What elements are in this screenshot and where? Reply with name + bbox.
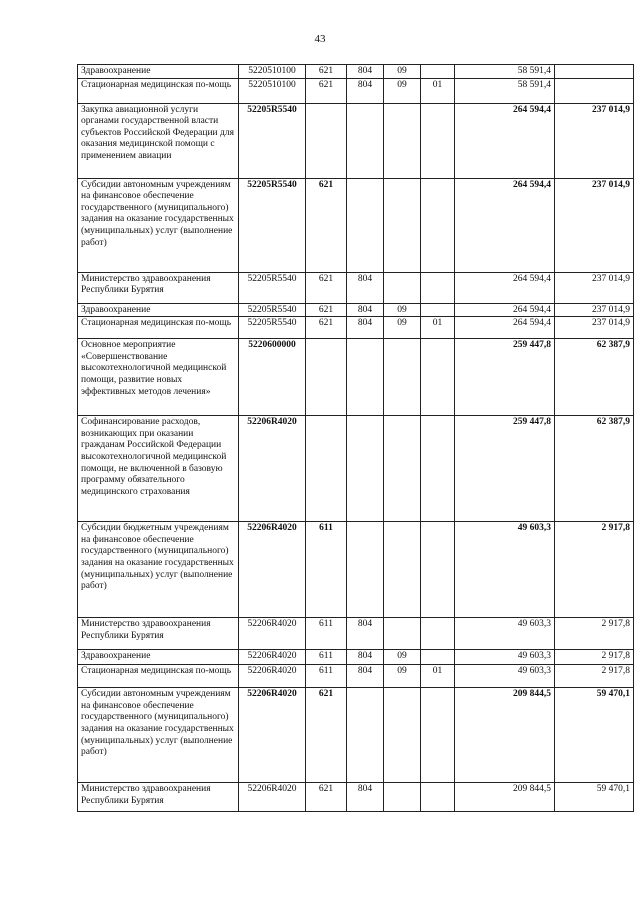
row-amount-2: 59 470,1 xyxy=(555,688,634,783)
budget-table-body xyxy=(78,65,634,812)
row-name: Субсидии бюджетным учреждениям на финансовое обеспечение государственного (муниципального) задания на оказание государственных (муниципальных) услуг (выполнение работ) xyxy=(78,522,239,618)
row-name: Стационарная медицинская по-мощь xyxy=(78,317,239,339)
row-section xyxy=(347,103,384,178)
row-subblock: 01 xyxy=(421,665,455,688)
table-row xyxy=(78,522,634,618)
row-code: 52206R4020 xyxy=(239,665,306,688)
row-name: Здравоохранение xyxy=(78,65,239,79)
row-name: Закупка авиационной услуги органами государственной власти субъектов Российской Федерации для оказания медицинской помощи с применением авиации xyxy=(78,103,239,178)
row-amount-1: 264 594,4 xyxy=(455,317,555,339)
row-section: 804 xyxy=(347,665,384,688)
row-expense-type: 611 xyxy=(306,618,347,650)
row-subsection xyxy=(384,416,421,522)
table-row xyxy=(78,618,634,650)
row-expense-type: 611 xyxy=(306,665,347,688)
row-amount-2: 62 387,9 xyxy=(555,416,634,522)
row-expense-type: 621 xyxy=(306,783,347,812)
row-code: 52205R5540 xyxy=(239,303,306,317)
row-expense-type xyxy=(306,339,347,416)
row-amount-1: 58 591,4 xyxy=(455,78,555,103)
row-name: Субсидии автономным учреждениям на финансовое обеспечение государственного (муниципального) задания на оказание государственных (муниципальных) услуг (выполнение работ) xyxy=(78,178,239,272)
row-name: Здравоохранение xyxy=(78,650,239,665)
table-row xyxy=(78,339,634,416)
row-subsection xyxy=(384,783,421,812)
row-subsection xyxy=(384,522,421,618)
row-name: Министерство здравоохранения Республики Бурятия xyxy=(78,618,239,650)
row-expense-type xyxy=(306,416,347,522)
row-subblock xyxy=(421,339,455,416)
row-subsection: 09 xyxy=(384,78,421,103)
row-subsection: 09 xyxy=(384,303,421,317)
row-name: Софинансирование расходов, возникающих при оказании гражданам Российской Федерации высокотехнологичной медицинской помощи, не включенной в базовую программу обязательного медицинского страхования xyxy=(78,416,239,522)
row-subblock xyxy=(421,783,455,812)
row-section xyxy=(347,178,384,272)
row-code: 52205R5540 xyxy=(239,272,306,303)
row-subsection xyxy=(384,688,421,783)
row-expense-type: 621 xyxy=(306,317,347,339)
row-amount-1: 264 594,4 xyxy=(455,272,555,303)
row-subblock xyxy=(421,618,455,650)
row-amount-1: 259 447,8 xyxy=(455,416,555,522)
table-row xyxy=(78,103,634,178)
row-code: 52205R5540 xyxy=(239,178,306,272)
row-name: Стационарная медицинская по-мощь xyxy=(78,665,239,688)
row-section: 804 xyxy=(347,317,384,339)
row-name: Министерство здравоохранения Республики Бурятия xyxy=(78,783,239,812)
page-number: 43 xyxy=(314,33,326,45)
row-subblock xyxy=(421,303,455,317)
row-code: 52205R5540 xyxy=(239,103,306,178)
row-name: Министерство здравоохранения Республики Бурятия xyxy=(78,272,239,303)
table-row xyxy=(78,78,634,103)
row-amount-2: 237 014,9 xyxy=(555,178,634,272)
row-subblock xyxy=(421,416,455,522)
row-section: 804 xyxy=(347,65,384,79)
row-amount-2: 59 470,1 xyxy=(555,783,634,812)
row-subsection: 09 xyxy=(384,65,421,79)
row-code: 52206R4020 xyxy=(239,522,306,618)
row-section xyxy=(347,416,384,522)
row-code: 5220510100 xyxy=(239,65,306,79)
row-section: 804 xyxy=(347,303,384,317)
row-code: 5220600000 xyxy=(239,339,306,416)
row-amount-1: 58 591,4 xyxy=(455,65,555,79)
row-amount-2: 2 917,8 xyxy=(555,650,634,665)
row-amount-2: 2 917,8 xyxy=(555,665,634,688)
row-expense-type: 621 xyxy=(306,272,347,303)
row-amount-1: 209 844,5 xyxy=(455,688,555,783)
row-subblock: 01 xyxy=(421,78,455,103)
row-amount-2: 2 917,8 xyxy=(555,618,634,650)
row-code: 5220510100 xyxy=(239,78,306,103)
row-subblock xyxy=(421,650,455,665)
row-section: 804 xyxy=(347,618,384,650)
row-amount-1: 264 594,4 xyxy=(455,303,555,317)
row-subblock: 01 xyxy=(421,317,455,339)
row-amount-1: 259 447,8 xyxy=(455,339,555,416)
row-code: 52206R4020 xyxy=(239,688,306,783)
row-subblock xyxy=(421,522,455,618)
row-expense-type: 611 xyxy=(306,650,347,665)
row-subsection xyxy=(384,178,421,272)
row-subblock xyxy=(421,688,455,783)
row-amount-1: 264 594,4 xyxy=(455,178,555,272)
row-section xyxy=(347,339,384,416)
budget-table xyxy=(77,64,634,812)
row-amount-1: 49 603,3 xyxy=(455,665,555,688)
row-amount-1: 209 844,5 xyxy=(455,783,555,812)
row-subsection: 09 xyxy=(384,650,421,665)
table-row xyxy=(78,416,634,522)
row-expense-type: 611 xyxy=(306,522,347,618)
row-subblock xyxy=(421,103,455,178)
row-section xyxy=(347,522,384,618)
table-row xyxy=(78,665,634,688)
table-row xyxy=(78,178,634,272)
table-row xyxy=(78,272,634,303)
row-subblock xyxy=(421,65,455,79)
row-expense-type: 621 xyxy=(306,178,347,272)
row-code: 52206R4020 xyxy=(239,416,306,522)
row-amount-1: 49 603,3 xyxy=(455,618,555,650)
row-expense-type xyxy=(306,103,347,178)
row-expense-type: 621 xyxy=(306,688,347,783)
table-row xyxy=(78,688,634,783)
row-subsection: 09 xyxy=(384,317,421,339)
row-section: 804 xyxy=(347,272,384,303)
row-name: Здравоохранение xyxy=(78,303,239,317)
row-subsection xyxy=(384,103,421,178)
row-code: 52206R4020 xyxy=(239,783,306,812)
row-amount-1: 49 603,3 xyxy=(455,522,555,618)
row-code: 52206R4020 xyxy=(239,650,306,665)
row-amount-2: 62 387,9 xyxy=(555,339,634,416)
row-amount-2: 237 014,9 xyxy=(555,303,634,317)
row-amount-2: 237 014,9 xyxy=(555,103,634,178)
row-subsection xyxy=(384,339,421,416)
row-code: 52205R5540 xyxy=(239,317,306,339)
row-amount-1: 264 594,4 xyxy=(455,103,555,178)
row-subsection xyxy=(384,272,421,303)
row-amount-2: 237 014,9 xyxy=(555,272,634,303)
row-section: 804 xyxy=(347,783,384,812)
row-subblock xyxy=(421,178,455,272)
row-expense-type: 621 xyxy=(306,303,347,317)
table-row xyxy=(78,65,634,79)
row-expense-type: 621 xyxy=(306,78,347,103)
row-amount-2 xyxy=(555,65,634,79)
row-amount-2 xyxy=(555,78,634,103)
row-section: 804 xyxy=(347,650,384,665)
row-section xyxy=(347,688,384,783)
table-row xyxy=(78,303,634,317)
row-section: 804 xyxy=(347,78,384,103)
row-subsection: 09 xyxy=(384,665,421,688)
table-row xyxy=(78,650,634,665)
row-name: Стационарная медицинская по-мощь xyxy=(78,78,239,103)
row-code: 52206R4020 xyxy=(239,618,306,650)
row-name: Субсидии автономным учреждениям на финансовое обеспечение государственного (муниципального) задания на оказание государственных (муниципальных) услуг (выполнение работ) xyxy=(78,688,239,783)
row-name: Основное мероприятие «Совершенствование высокотехнологичной медицинской помощи, развитие новых эффективных методов лечения» xyxy=(78,339,239,416)
row-amount-2: 237 014,9 xyxy=(555,317,634,339)
row-subblock xyxy=(421,272,455,303)
table-row xyxy=(78,783,634,812)
row-subsection xyxy=(384,618,421,650)
row-amount-1: 49 603,3 xyxy=(455,650,555,665)
row-expense-type: 621 xyxy=(306,65,347,79)
table-row xyxy=(78,317,634,339)
row-amount-2: 2 917,8 xyxy=(555,522,634,618)
